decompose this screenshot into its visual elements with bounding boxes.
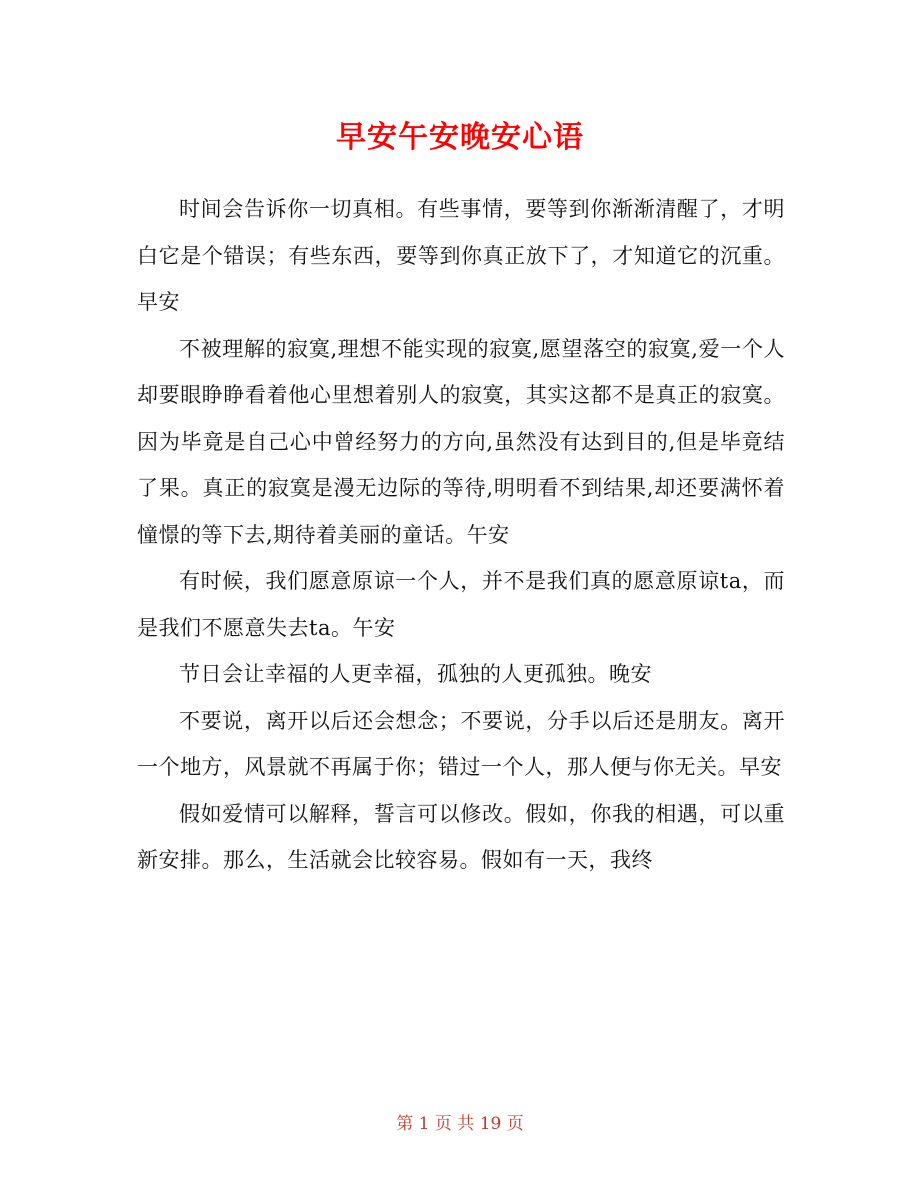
document-body — [137, 186, 785, 884]
paragraph-4: 节日会让幸福的人更幸福，孤独的人更孤独。晚安 — [179, 662, 652, 686]
paragraph-5: 不要说，离开以后还会想念；不要说，分手以后还是朋友。离开一个地方，风景就不再属于你；错过一个人，那人便与你无关。早安 — [137, 708, 785, 779]
paragraph-2: 不被理解的寂寞,理想不能实现的寂寞,愿望落空的寂寞,爱一个人却要眼睁睁看着他心里想着别人的寂寞，其实这都不是真正的寂寞。因为毕竟是自己心中曾经努力的方向,虽然没有达到目的,但是毕竟结了果。真正的寂寞是漫无边际的等待,明明看不到结果,却还要满怀着憧憬的等下去,期待着美丽的童话。午安 — [137, 336, 785, 547]
paragraph-3: 有时候，我们愿意原谅一个人，并不是我们真的愿意原谅ta，而是我们不愿意失去ta。午安 — [137, 569, 785, 640]
paragraph-6: 假如爱情可以解释，誓言可以修改。假如，你我的相遇，可以重新安排。那么，生活就会比较容易。假如有一天，我终 — [137, 801, 785, 872]
page-number-footer: 第 1 页 共 19 页 — [396, 1114, 524, 1134]
paragraph-1: 时间会告诉你一切真相。有些事情，要等到你渐渐清醒了，才明白它是个错误；有些东西，要等到你真正放下了，才知道它的沉重。早安 — [137, 197, 785, 314]
document-title: 早安午安晚安心语 — [336, 120, 584, 155]
